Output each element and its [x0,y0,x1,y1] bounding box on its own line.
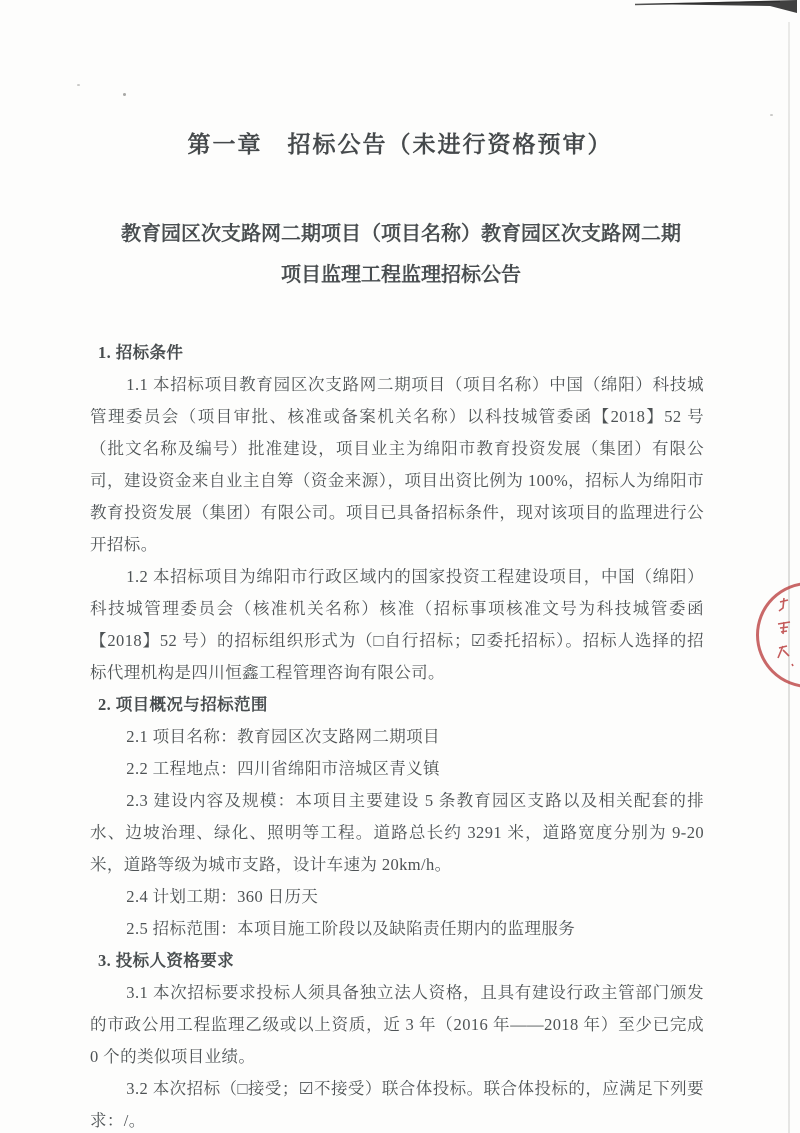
scan-speck [123,93,126,96]
paragraph-2-2: 2.2 工程地点：四川省绵阳市涪城区青义镇 [126,759,440,778]
partial-red-stamp [756,582,800,694]
scan-speck [77,84,80,86]
section-project-overview [90,689,704,945]
paragraph-1-2: 1.2 本招标项目为绵阳市行政区域内的国家投资工程建设项目，中国（绵阳）科技城管理委员会（核准机关名称）核准（招标事项核准文号为科技城管委函【2018】52 号）的招标组织形式为（□自行招标；☑委托招标）。招标人选择的招标代理机构是四川恒鑫工程管理咨询有限公司。 [90,567,704,682]
paragraph-2-4: 2.4 计划工期：360 日历天 [126,887,319,906]
scan-speck [770,114,773,116]
project-title-line2: 项目监理工程监理招标公告 [281,264,521,286]
project-title [95,214,707,296]
section-bidder-qualifications [90,945,704,1133]
stamp-ring [756,582,800,688]
paragraph-2-3: 2.3 建设内容及规模：本项目主要建设 5 条教育园区支路以及相关配套的排水、边坡治理、绿化、照明等工程。道路总长约 3291 米，道路宽度分别为 9-20 米，道路等级为城市支路，设计车速为 20km/h。 [90,791,704,874]
section-heading: 2. 项目概况与招标范围 [98,695,268,714]
document-body [90,337,704,1133]
paragraph-3-2: 3.2 本次招标（□接受；☑不接受）联合体投标。联合体投标的，应满足下列要求：/。 [90,1079,704,1130]
scan-corner-artifact [600,0,800,18]
page-edge-line [788,22,790,1133]
paragraph-2-5: 2.5 招标范围：本项目施工阶段以及缺陷责任期内的监理服务 [126,919,576,938]
section-heading: 1. 招标条件 [98,343,184,362]
stamp-characters-illegible [766,596,800,676]
paragraph-1-1: 1.1 本招标项目教育园区次支路网二期项目（项目名称）中国（绵阳）科技城管理委员会（项目审批、核准或备案机关名称）以科技城管委函【2018】52 号（批文名称及编号）批准建设，项目业主为绵阳市教育投资发展（集团）有限公司，建设资金来自业主自筹（资金来源），项目出资比例为 100%，招标人为绵阳市教育投资发展（集团）有限公司。项目已具备招标条件，现对该项目的监理进行公开招标。 [90,375,704,554]
section-bidding-conditions [90,337,704,689]
paragraph-3-1: 3.1 本次招标要求投标人须具备独立法人资格，且具有建设行政主管部门颁发的市政公用工程监理乙级或以上资质，近 3 年（2016 年——2018 年）至少已完成 0 个的类似项目业绩。 [90,983,704,1066]
paragraph-2-1: 2.1 项目名称：教育园区次支路网二期项目 [126,727,440,746]
section-heading: 3. 投标人资格要求 [98,951,234,970]
chapter-title: 第一章 招标公告（未进行资格预审） [187,132,613,157]
project-title-line1: 教育园区次支路网二期项目（项目名称）教育园区次支路网二期 [121,223,681,245]
corner-wedge-shape [600,0,800,18]
